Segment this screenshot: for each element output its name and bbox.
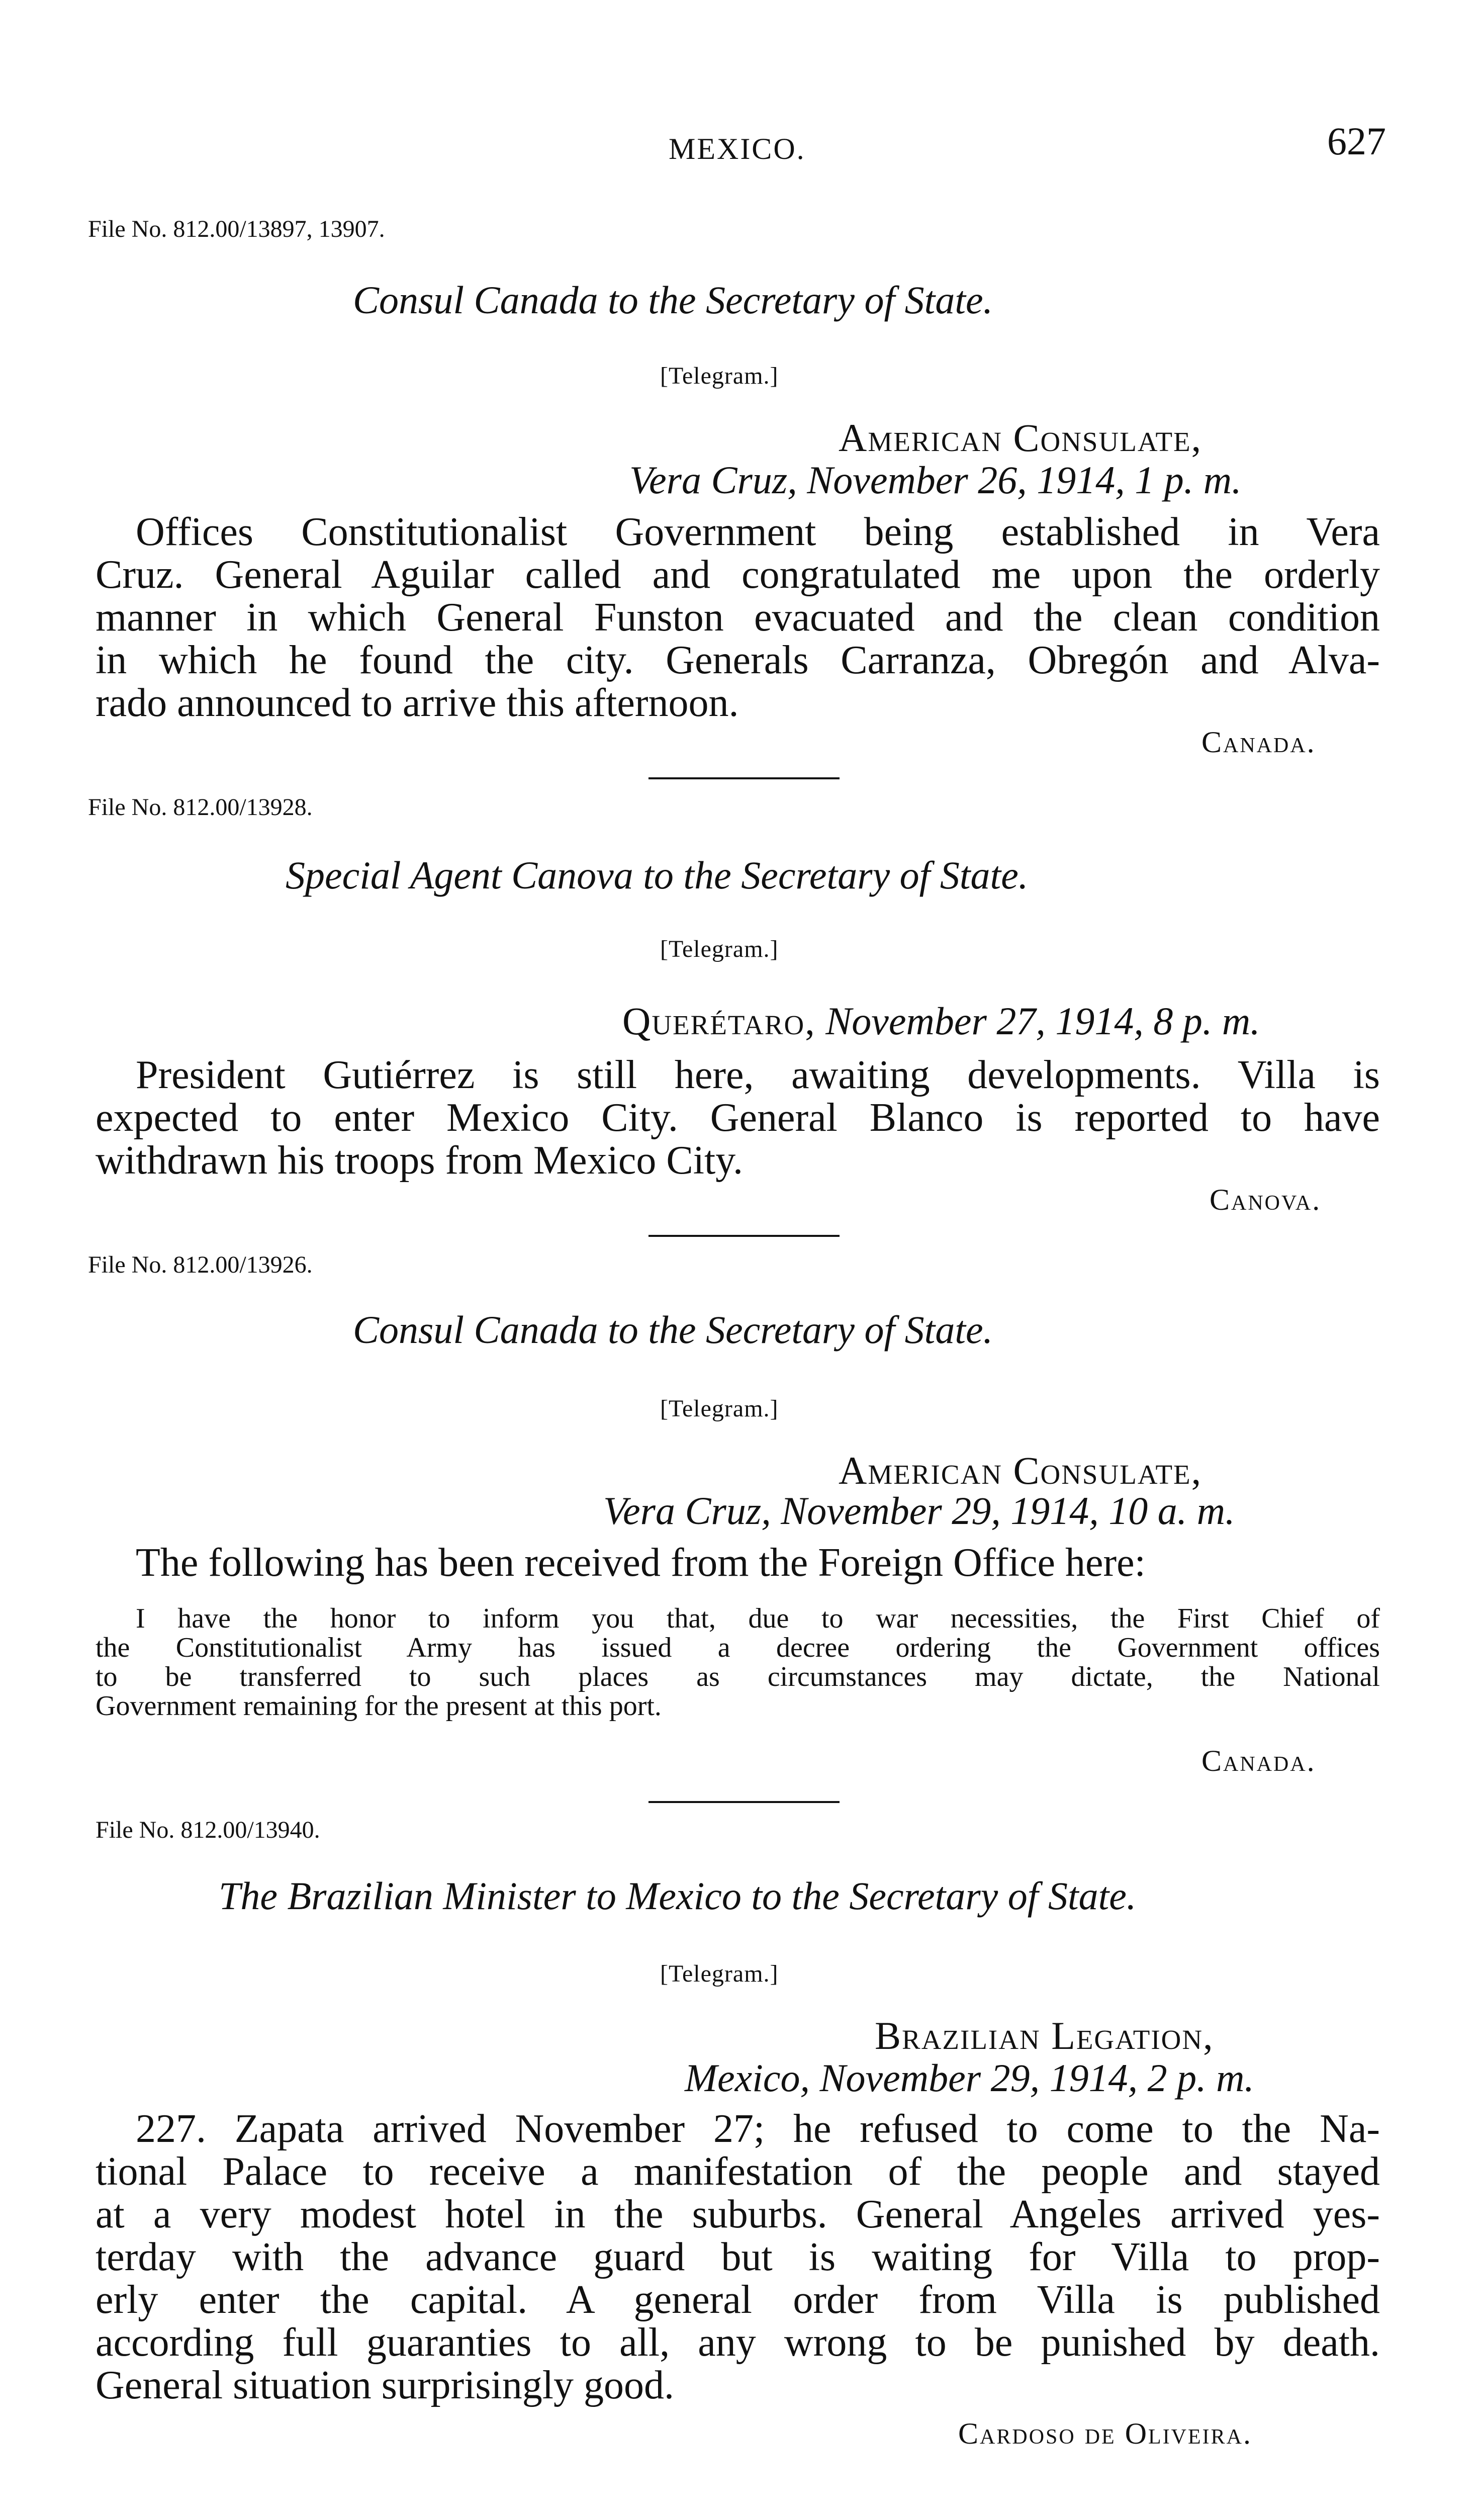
dateline: Vera Cruz, November 29, 1914, 10 a. m. bbox=[603, 1489, 1235, 1533]
place-line: American Consulate, bbox=[839, 416, 1202, 460]
signature: Canada. bbox=[1201, 726, 1316, 759]
telegram-label: [Telegram.] bbox=[660, 936, 779, 962]
body-line: General situation surprisingly good. bbox=[96, 2363, 674, 2407]
file-number: File No. 812.00/13926. bbox=[88, 1251, 313, 1278]
body-line: rado announced to arrive this afternoon. bbox=[96, 681, 739, 725]
section-divider bbox=[648, 777, 840, 779]
body-line: according full guaranties to all, any wrong to be punished by death. bbox=[96, 2320, 1380, 2365]
running-title: MEXICO. bbox=[669, 132, 806, 165]
file-number: File No. 812.00/13928. bbox=[88, 794, 313, 821]
section-divider bbox=[648, 1235, 840, 1237]
body-line: erly enter the capital. A general order from Villa is published bbox=[96, 2278, 1380, 2322]
body-line: The following has been received from the Foreign Office here: bbox=[136, 1541, 1146, 1585]
place-line: American Consulate, bbox=[839, 1449, 1202, 1492]
quote-line: to be transferred to such places as circumstances may dictate, the National bbox=[96, 1661, 1380, 1692]
signature: Canova. bbox=[1210, 1183, 1322, 1216]
telegram-label: [Telegram.] bbox=[660, 363, 779, 389]
document-title: The Brazilian Minister to Mexico to the Secretary of State. bbox=[219, 1874, 1137, 1918]
body-line: manner in which General Funston evacuated and the clean condition bbox=[96, 595, 1380, 640]
quoted-text bbox=[96, 1604, 1380, 1721]
body-line: 227. Zapata arrived November 27; he refused to come to the Na- bbox=[136, 2107, 1380, 2151]
body-line: Cruz. General Aguilar called and congratulated me upon the orderly bbox=[96, 553, 1380, 597]
quote-line: Government remaining for the present at this port. bbox=[96, 1690, 662, 1722]
body-line: at a very modest hotel in the suburbs. General Angeles arrived yes- bbox=[96, 2192, 1380, 2236]
place-line: Brazilian Legation, bbox=[875, 2014, 1214, 2057]
dateline: Vera Cruz, November 26, 1914, 1 p. m. bbox=[629, 458, 1242, 502]
dateline bbox=[622, 999, 1260, 1044]
document-title: Consul Canada to the Secretary of State. bbox=[353, 1308, 993, 1352]
body-line: terday with the advance guard but is waiting for Villa to prop- bbox=[96, 2235, 1380, 2279]
body-line: tional Palace to receive a manifestation of the people and stayed bbox=[96, 2149, 1380, 2194]
telegram-label: [Telegram.] bbox=[660, 1395, 779, 1422]
file-number: File No. 812.00/13940. bbox=[96, 1817, 320, 1843]
telegram-body bbox=[96, 1054, 1380, 1182]
quote-line: the Constitutionalist Army has issued a decree ordering the Government offices bbox=[96, 1632, 1380, 1663]
telegram-body bbox=[96, 2108, 1380, 2407]
body-line: Offices Constitutionalist Government being established in Vera bbox=[136, 510, 1380, 554]
dateline-place: Querétaro, bbox=[622, 999, 816, 1043]
body-line: President Gutiérrez is still here, awaiting developments. Villa is bbox=[136, 1053, 1380, 1097]
dateline: Mexico, November 29, 1914, 2 p. m. bbox=[685, 2056, 1254, 2100]
signature: Canada. bbox=[1201, 1744, 1316, 1777]
telegram-label: [Telegram.] bbox=[660, 1960, 779, 1987]
document-title: Consul Canada to the Secretary of State. bbox=[353, 278, 993, 322]
dateline-date: November 27, 1914, 8 p. m. bbox=[825, 999, 1260, 1043]
page-number: 627 bbox=[1327, 119, 1386, 163]
quote-line: I have the honor to inform you that, due to war necessities, the First Chief of bbox=[136, 1603, 1380, 1634]
signature: Cardoso de Oliveira. bbox=[958, 2417, 1252, 2450]
section-divider bbox=[648, 1801, 840, 1803]
body-line: in which he found the city. Generals Carranza, Obregón and Alva- bbox=[96, 638, 1380, 682]
file-number: File No. 812.00/13897, 13907. bbox=[88, 216, 385, 242]
body-line: expected to enter Mexico City. General Blanco is reported to have bbox=[96, 1096, 1380, 1140]
telegram-body bbox=[96, 1542, 1380, 1584]
telegram-body bbox=[96, 511, 1380, 725]
document-title: Special Agent Canova to the Secretary of State. bbox=[286, 853, 1029, 897]
body-line: withdrawn his troops from Mexico City. bbox=[96, 1138, 744, 1183]
